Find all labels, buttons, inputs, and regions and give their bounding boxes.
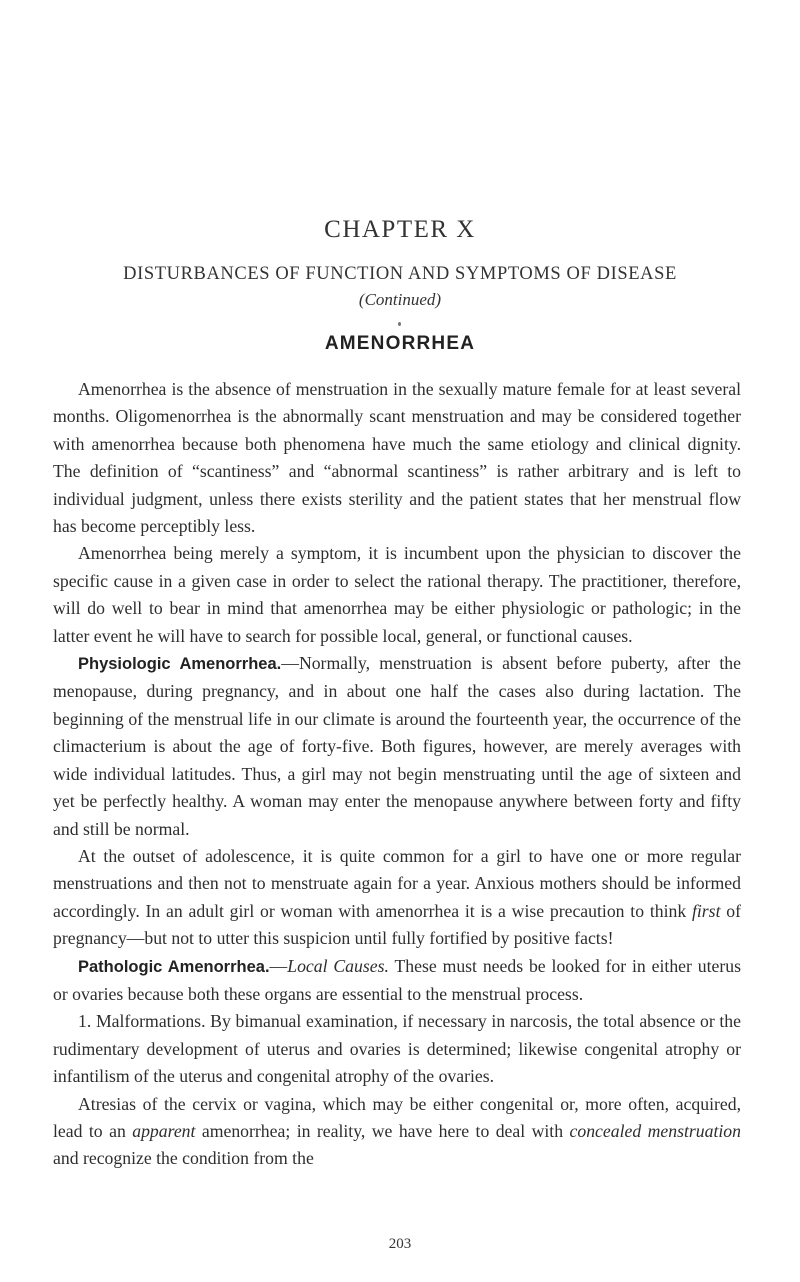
paragraph-text: At the outset of adolescence, it is quite common for a girl to have one or more regular menstruations and then not to menstruate again for a year. Anxious mothers should be informed accordingly. In an adult girl or woman with amenorrhea it is a wise precaution to think xyxy=(53,845,741,921)
paragraph-text: and recognize the condition from the xyxy=(53,1148,314,1169)
paragraph-text: Amenorrhea being merely a symptom, it is incumbent upon the physician to discover the specific cause in a given case in order to select the rational therapy. The practitioner, therefore, will do well to bear in mind that amenorrhea may be either physiologic or pathologic; in the latter event he will have to search for possible local, general, or functional causes. xyxy=(53,543,741,646)
emphasis-first: first xyxy=(691,900,721,921)
part-title: DISTURBANCES OF FUNCTION AND SYMPTOMS OF DISEASE xyxy=(123,264,677,284)
emphasis-local-causes: Local Causes. xyxy=(287,955,389,976)
paragraph-text: These must needs be looked for in either uterus or ovaries because both these organs are essential to the menstrual process. xyxy=(53,955,741,1004)
section-title: AMENORRHEA xyxy=(324,333,476,354)
body-text xyxy=(53,376,741,1173)
subheading-pathologic: Pathologic Amenorrhea. xyxy=(78,957,270,976)
chapter-heading: CHAPTER X xyxy=(324,216,476,243)
paragraph-definition xyxy=(53,376,741,540)
emphasis-concealed-menstruation: concealed menstruation xyxy=(569,1120,741,1141)
ornament-dot xyxy=(398,322,401,326)
paragraph-atresias xyxy=(53,1091,741,1173)
paragraph-diagnosis xyxy=(53,540,741,650)
paragraph-text: 1. Malformations. By bimanual examination, if necessary in narcosis, the total absence or the rudimentary development of uterus and ovaries is determined; likewise congenital atrophy or infantilism of the uterus and congenital atrophy of the ovaries. xyxy=(53,1011,741,1087)
paragraph-text: Atresias of the cervix or vagina, which may be either congenital or, more often, acquired, lead to an xyxy=(53,1093,741,1141)
paragraph-text: amenorrhea; in reality, we have here to deal with xyxy=(195,1120,570,1141)
paragraph-physiologic xyxy=(53,650,741,843)
page-number: 203 xyxy=(388,1236,412,1252)
subheading-physiologic: Physiologic Amenorrhea. xyxy=(78,655,282,674)
paragraph-text: Amenorrhea is the absence of menstruation in the sexually mature female for at least several months. Oligomenorrhea is the abnormally scant menstruation and may be considered together with amenorrhea because both phenomena have much the same etiology and clinical dignity. The definition of “scantiness” and “abnormal scantiness” is rather arbitrary and is left to individual judgment, unless there exists sterility and the patient states that her menstrual flow has become perceptibly less. xyxy=(53,379,741,537)
paragraph-pathologic xyxy=(53,953,741,1009)
emphasis-apparent: apparent xyxy=(132,1120,196,1141)
paragraph-text: —Normally, menstruation is absent before puberty, after the menopause, during pregnancy, and in about one half the cases also during lactation. The beginning of the menstrual life in our climate is around the fourteenth year, the occurrence of the climacterium is about the age of forty-five. Both figures, however, are merely averages with wide individual latitudes. Thus, a girl may not begin menstruating until the age of sixteen and yet be perfectly healthy. A woman may enter the menopause anywhere between forty and fifty and still be normal. xyxy=(53,653,741,839)
paragraph-malformations xyxy=(53,1008,741,1090)
continued-note: (Continued) xyxy=(358,290,442,309)
em-dash: — xyxy=(269,955,288,976)
paragraph-adolescence xyxy=(53,843,741,953)
paragraph-text: of pregnancy—but not to utter this suspicion until fully fortified by positive facts! xyxy=(53,900,741,949)
